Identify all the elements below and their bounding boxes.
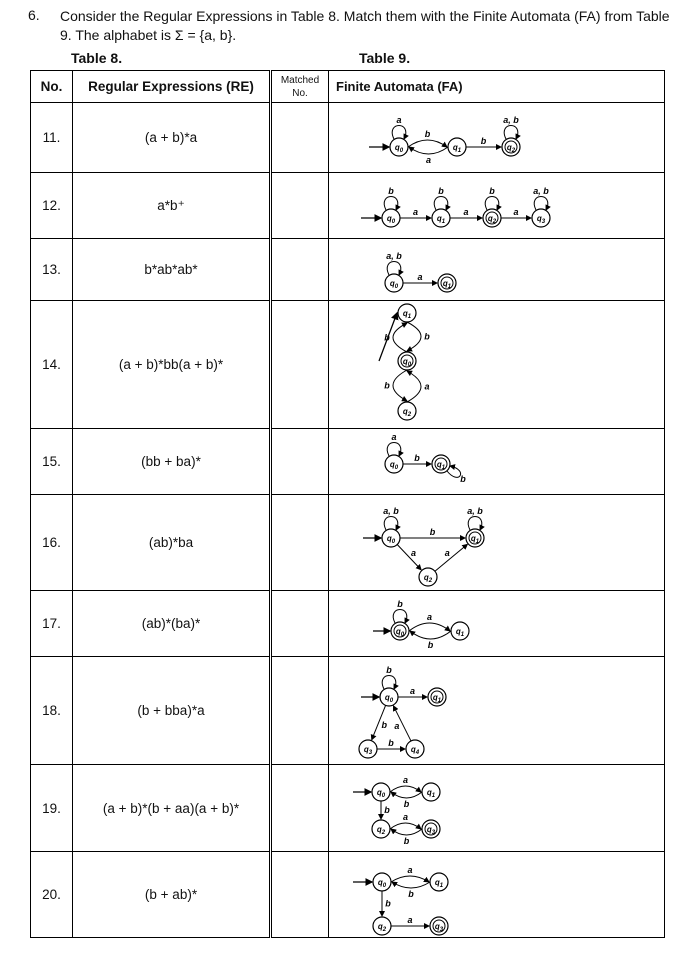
fa-diagram-cell	[329, 495, 665, 591]
transition-label: a	[391, 432, 397, 442]
matched-cell[interactable]	[272, 103, 329, 173]
re-expression: a*b⁺	[73, 173, 270, 239]
matched-cell[interactable]	[272, 301, 329, 429]
state-label: $q_0$	[394, 143, 404, 154]
re-row	[31, 301, 270, 429]
state-label: $q_1$	[402, 309, 412, 320]
re-number: 11.	[31, 103, 73, 173]
state-label: $q_1$	[426, 788, 436, 799]
question-text: Consider the Regular Expressions in Table 8. Match them with the Finite Automata (FA) from Table 9. The alphabet is Σ = {a, b}.	[60, 8, 670, 43]
state-label: $q_0$	[395, 627, 405, 638]
transition-label: b	[384, 380, 390, 391]
transition-edge	[407, 371, 421, 402]
transition-label: b	[429, 527, 436, 537]
state-label: $q_0$	[377, 878, 387, 889]
state-label: $q_3$	[426, 825, 436, 836]
transition-edge	[435, 544, 467, 571]
transition-label: a	[402, 775, 409, 785]
re-number: 17.	[31, 591, 73, 657]
self-loop	[384, 197, 398, 211]
state-label: $q_4$	[410, 745, 420, 756]
transition-label: b	[424, 331, 430, 342]
transition-label: b	[427, 640, 434, 650]
transition-edge	[393, 370, 407, 401]
re-expression: (a + b)*bb(a + b)*	[73, 301, 270, 429]
header-fa: Finite Automata (FA)	[329, 71, 665, 103]
transition-label: b	[388, 186, 394, 196]
transition-label: a	[407, 915, 413, 925]
state-label: $q_1$	[452, 143, 462, 154]
fa-row	[272, 103, 665, 173]
matched-cell[interactable]	[272, 429, 329, 495]
self-loop	[393, 610, 407, 624]
matched-cell[interactable]	[272, 591, 329, 657]
re-number: 13.	[31, 239, 73, 301]
transition-label: a	[425, 155, 432, 165]
fa-diagram-cell	[329, 657, 665, 765]
transition-edge	[408, 140, 447, 147]
re-number: 19.	[31, 765, 73, 852]
fa-row	[272, 852, 665, 938]
re-expression: (bb + ba)*	[73, 429, 270, 495]
self-loop	[392, 126, 406, 140]
transition-label: a, b	[383, 506, 399, 516]
re-row	[31, 429, 270, 495]
re-expression: (ab)*(ba)*	[73, 591, 270, 657]
transition-label: b	[408, 889, 414, 899]
question-number: 6.	[28, 7, 40, 23]
fa-row	[272, 239, 665, 301]
self-loop	[387, 262, 401, 276]
fa-row	[272, 657, 665, 765]
regular-expressions-table	[30, 70, 270, 938]
transition-edge	[409, 147, 448, 154]
state-label: $q_0$	[384, 693, 394, 704]
state-label: $q_0$	[389, 279, 399, 290]
transition-label: b	[424, 129, 431, 139]
transition-edge	[410, 631, 451, 639]
re-expression: (ab)*ba	[73, 495, 270, 591]
automaton-diagram	[329, 495, 666, 591]
header-no: No.	[31, 71, 73, 103]
transition-label: a	[424, 381, 430, 392]
re-row	[31, 239, 270, 301]
state-label: $q_0$	[402, 357, 412, 368]
fa-diagram-cell	[329, 765, 665, 852]
state-label: $q_1$	[434, 878, 444, 889]
re-number: 16.	[31, 495, 73, 591]
matched-cell[interactable]	[272, 495, 329, 591]
state-label: $q_3$	[536, 214, 546, 225]
re-expression: (a + b)*(b + aa)(a + b)*	[73, 765, 270, 852]
state-label: $q_2$	[487, 214, 497, 225]
state-label: $q_2$	[423, 573, 433, 584]
state-label: $q_2$	[402, 407, 412, 418]
state-label: $q_1$	[442, 279, 452, 290]
transition-label: b	[460, 474, 466, 484]
fa-diagram-cell	[329, 173, 665, 239]
transition-label: b	[386, 665, 392, 675]
matched-cell[interactable]	[272, 173, 329, 239]
self-loop	[387, 443, 401, 457]
re-expression: (a + b)*a	[73, 103, 270, 173]
re-row	[31, 852, 270, 938]
state-label: $q_1$	[436, 460, 446, 471]
self-loop	[384, 517, 398, 531]
re-number: 15.	[31, 429, 73, 495]
fa-diagram-cell	[329, 429, 665, 495]
fa-row	[272, 591, 665, 657]
fa-row	[272, 765, 665, 852]
automaton-diagram	[329, 239, 666, 301]
transition-label: b	[384, 332, 390, 343]
transition-edge	[409, 623, 450, 631]
transition-edge	[397, 545, 421, 570]
transition-label: a	[417, 272, 423, 282]
fa-row	[272, 301, 665, 429]
fa-row	[272, 173, 665, 239]
re-expression: b*ab*ab*	[73, 239, 270, 301]
state-label: $q_0$	[386, 534, 396, 545]
re-row	[31, 495, 270, 591]
fa-diagram-cell	[329, 852, 665, 938]
state-label: $q_0$	[386, 214, 396, 225]
re-row	[31, 657, 270, 765]
automaton-diagram	[329, 173, 666, 239]
transition-label: b	[381, 719, 388, 730]
self-loop	[485, 197, 499, 211]
matched-cell[interactable]	[272, 852, 329, 938]
header-re: Regular Expressions (RE)	[73, 71, 270, 103]
self-loop	[504, 126, 518, 140]
state-label: $q_1$	[436, 214, 446, 225]
fa-diagram-cell	[329, 239, 665, 301]
self-loop	[534, 197, 548, 211]
transition-edge	[407, 322, 421, 351]
table9-caption: Table 9.	[359, 50, 411, 66]
transition-label: a, b	[386, 251, 402, 261]
fa-diagram-cell	[329, 103, 665, 173]
transition-edge	[391, 876, 429, 882]
fa-row	[272, 429, 665, 495]
re-number: 12.	[31, 173, 73, 239]
transition-label: a, b	[503, 115, 519, 125]
table8-caption: Table 8.	[71, 50, 123, 66]
transition-label: a	[396, 115, 402, 125]
matched-cell[interactable]	[272, 239, 329, 301]
state-label: $q_2$	[377, 922, 387, 933]
transition-label: b	[384, 805, 390, 815]
transition-label: b	[438, 186, 444, 196]
re-number: 20.	[31, 852, 73, 938]
re-row	[31, 765, 270, 852]
state-label: $q_0$	[389, 460, 399, 471]
self-loop	[382, 676, 396, 690]
automaton-diagram	[329, 657, 666, 765]
automaton-diagram	[329, 765, 666, 852]
transition-edge	[390, 786, 421, 792]
re-row	[31, 173, 270, 239]
fa-row	[272, 495, 665, 591]
re-row	[31, 591, 270, 657]
transition-label: b	[403, 836, 410, 846]
re-expression: (b + bba)*a	[73, 657, 270, 765]
state-label: $q_2$	[506, 143, 516, 154]
re-row	[31, 103, 270, 173]
self-loop	[468, 517, 482, 531]
automaton-diagram	[329, 852, 666, 938]
transition-label: b	[388, 738, 394, 748]
matched-cell[interactable]	[272, 765, 329, 852]
transition-label: a	[513, 207, 519, 217]
transition-label: b	[480, 136, 487, 146]
transition-label: b	[403, 799, 410, 809]
transition-label: a	[402, 812, 409, 822]
transition-label: b	[397, 599, 403, 609]
transition-label: b	[489, 186, 495, 196]
state-label: $q_2$	[376, 825, 386, 836]
state-label: $q_1$	[432, 693, 442, 704]
transition-label: b	[414, 453, 420, 463]
re-number: 18.	[31, 657, 73, 765]
transition-edge	[391, 792, 422, 798]
state-label: $q_1$	[455, 627, 465, 638]
transition-label: a	[444, 548, 450, 559]
transition-edge	[393, 323, 407, 352]
fa-diagram-cell	[329, 591, 665, 657]
automaton-diagram	[329, 591, 666, 657]
transition-label: a, b	[467, 506, 483, 516]
automaton-diagram	[329, 301, 666, 429]
self-loop	[434, 197, 448, 211]
transition-edge	[392, 882, 430, 888]
re-number: 14.	[31, 301, 73, 429]
transition-label: a	[411, 548, 417, 559]
automaton-diagram	[329, 429, 666, 495]
transition-label: b	[385, 898, 391, 909]
transition-label: a	[412, 207, 419, 217]
transition-label: a	[426, 612, 433, 622]
state-label: $q_3$	[363, 745, 373, 756]
state-label: $q_3$	[434, 922, 444, 933]
transition-edge	[391, 829, 422, 835]
state-label: $q_1$	[470, 534, 480, 545]
finite-automata-table	[271, 70, 665, 938]
state-label: $q_0$	[376, 788, 386, 799]
header-matched: Matched No.	[272, 71, 329, 103]
transition-label: a	[409, 686, 416, 696]
transition-edge	[390, 823, 421, 829]
fa-diagram-cell	[329, 301, 665, 429]
transition-label: a	[463, 207, 469, 217]
matched-cell[interactable]	[272, 657, 329, 765]
transition-label: a, b	[533, 186, 549, 196]
transition-label: a	[407, 865, 413, 875]
re-expression: (b + ab)*	[73, 852, 270, 938]
automaton-diagram	[329, 103, 666, 173]
transition-label: a	[394, 721, 400, 732]
